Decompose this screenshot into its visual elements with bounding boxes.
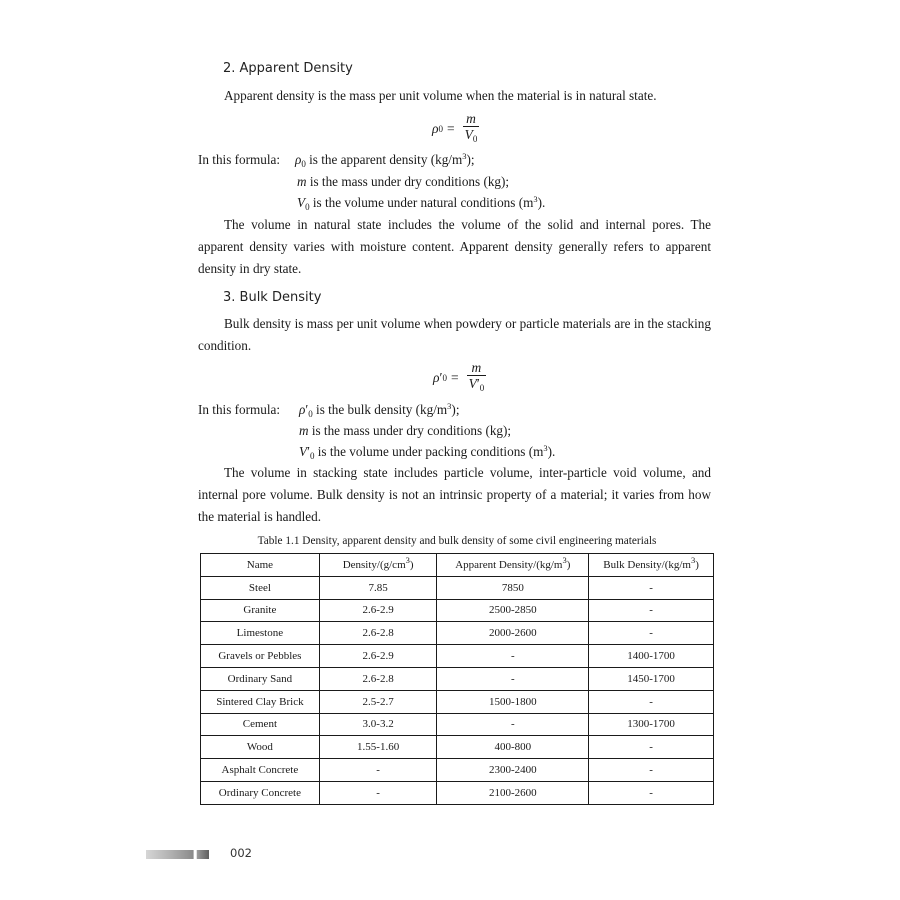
table-row — [201, 736, 714, 759]
table-cell: 2000-2600 — [437, 622, 589, 645]
column-header-apparent-density: Apparent Density/$(kg/m^3)$ — [437, 554, 589, 577]
table-row — [201, 622, 714, 645]
table-header-row — [201, 554, 714, 577]
table-cell: - — [589, 690, 714, 713]
table-row — [201, 576, 714, 599]
bulk-density-formula: ρ ′ 0 = $\frac{m}{V'_0}$ — [433, 360, 485, 393]
table-row — [201, 713, 714, 736]
table-cell: 2500-2850 — [437, 599, 589, 622]
table-cell: - — [589, 599, 714, 622]
table-cell: 7850 — [437, 576, 589, 599]
apparent-density-intro: Apparent density is the mass per unit volume when the material is in natural state. — [224, 88, 657, 103]
table-cell: - — [589, 622, 714, 645]
table-row — [201, 781, 714, 804]
table-cell: 2.5-2.7 — [319, 690, 437, 713]
definition-line: $V'_0$ is the volume under packing conditions $(m^3)$. — [299, 443, 556, 461]
table-row — [201, 759, 714, 782]
table-cell: - — [319, 759, 437, 782]
table-cell: 2300-2400 — [437, 759, 589, 782]
table-cell: - — [319, 781, 437, 804]
table-cell: 1400-1700 — [589, 645, 714, 668]
table-cell: 1.55-1.60 — [319, 736, 437, 759]
table-cell: Granite — [201, 599, 320, 622]
table-cell: Limestone — [201, 622, 320, 645]
table-cell: - — [589, 576, 714, 599]
table-cell: - — [437, 713, 589, 736]
formula-label: In this formula: — [198, 152, 281, 167]
column-header-bulk-density: Bulk Density/$(kg/m^3)$ — [589, 554, 714, 577]
apparent-density-body: The volume in natural state includes the volume of the solid and internal pores. The apparent density varies with moisture content. Apparent density generally refers to apparent density in dry state. — [198, 217, 711, 276]
table-cell: 2.6-2.9 — [319, 599, 437, 622]
definition-line: m is the mass under dry conditions (kg); — [297, 174, 510, 189]
table-cell: Steel — [201, 576, 320, 599]
table-cell: Sintered Clay Brick — [201, 690, 320, 713]
table-cell: Ordinary Sand — [201, 667, 320, 690]
table-cell: - — [589, 781, 714, 804]
table-cell: Cement — [201, 713, 320, 736]
table-cell: Asphalt Concrete — [201, 759, 320, 782]
apparent-density-formula: ρ 0 = $\frac{m}{V_0}$ — [432, 111, 478, 144]
table-cell: 2.6-2.9 — [319, 645, 437, 668]
section-heading-apparent-density: 2. Apparent Density — [223, 61, 353, 76]
bulk-density-body: The volume in stacking state includes particle volume, inter-particle void volume, and internal pore volume. Bulk density is not an intrinsic property of a material; it varies from how the material is handled. — [198, 465, 711, 524]
definition-line: m is the mass under dry conditions (kg); — [299, 423, 512, 438]
definition-line: $\rho_0$ is the apparent density $(kg/m^3)$; — [295, 151, 475, 169]
table-cell: Ordinary Concrete — [201, 781, 320, 804]
footer-decoration — [146, 850, 209, 859]
density-table — [200, 553, 714, 805]
column-header-density: Density/$(g/cm^3)$ — [319, 554, 437, 577]
table-row — [201, 667, 714, 690]
definition-line: $V_0$ is the volume under natural conditions $(m^3)$. — [297, 194, 546, 212]
formula-label: In this formula: — [198, 402, 281, 417]
table-cell: - — [437, 645, 589, 668]
table-row — [201, 599, 714, 622]
page-number: 002 — [230, 846, 252, 860]
table-cell: 2.6-2.8 — [319, 622, 437, 645]
table-cell: 1300-1700 — [589, 713, 714, 736]
table-cell: Gravels or Pebbles — [201, 645, 320, 668]
table-cell: Wood — [201, 736, 320, 759]
table-cell: 1450-1700 — [589, 667, 714, 690]
table-cell: - — [437, 667, 589, 690]
table-cell: 1500-1800 — [437, 690, 589, 713]
table-caption: Table 1.1 Density, apparent density and bulk density of some civil engineering materials — [257, 535, 657, 547]
table-cell: 3.0-3.2 — [319, 713, 437, 736]
bulk-density-intro: Bulk density is mass per unit volume when powdery or particle materials are in the stacking condition. — [198, 316, 711, 353]
definition-line: $\rho'_0$ is the bulk density $(kg/m^3)$; — [299, 401, 460, 419]
table-cell: 7.85 — [319, 576, 437, 599]
table-row — [201, 645, 714, 668]
table-cell: 2100-2600 — [437, 781, 589, 804]
table-cell: 400-800 — [437, 736, 589, 759]
section-heading-bulk-density: 3. Bulk Density — [223, 290, 322, 305]
table-cell: 2.6-2.8 — [319, 667, 437, 690]
table-row — [201, 690, 714, 713]
table-cell: - — [589, 736, 714, 759]
column-header-name: Name — [201, 554, 320, 577]
table-cell: - — [589, 759, 714, 782]
